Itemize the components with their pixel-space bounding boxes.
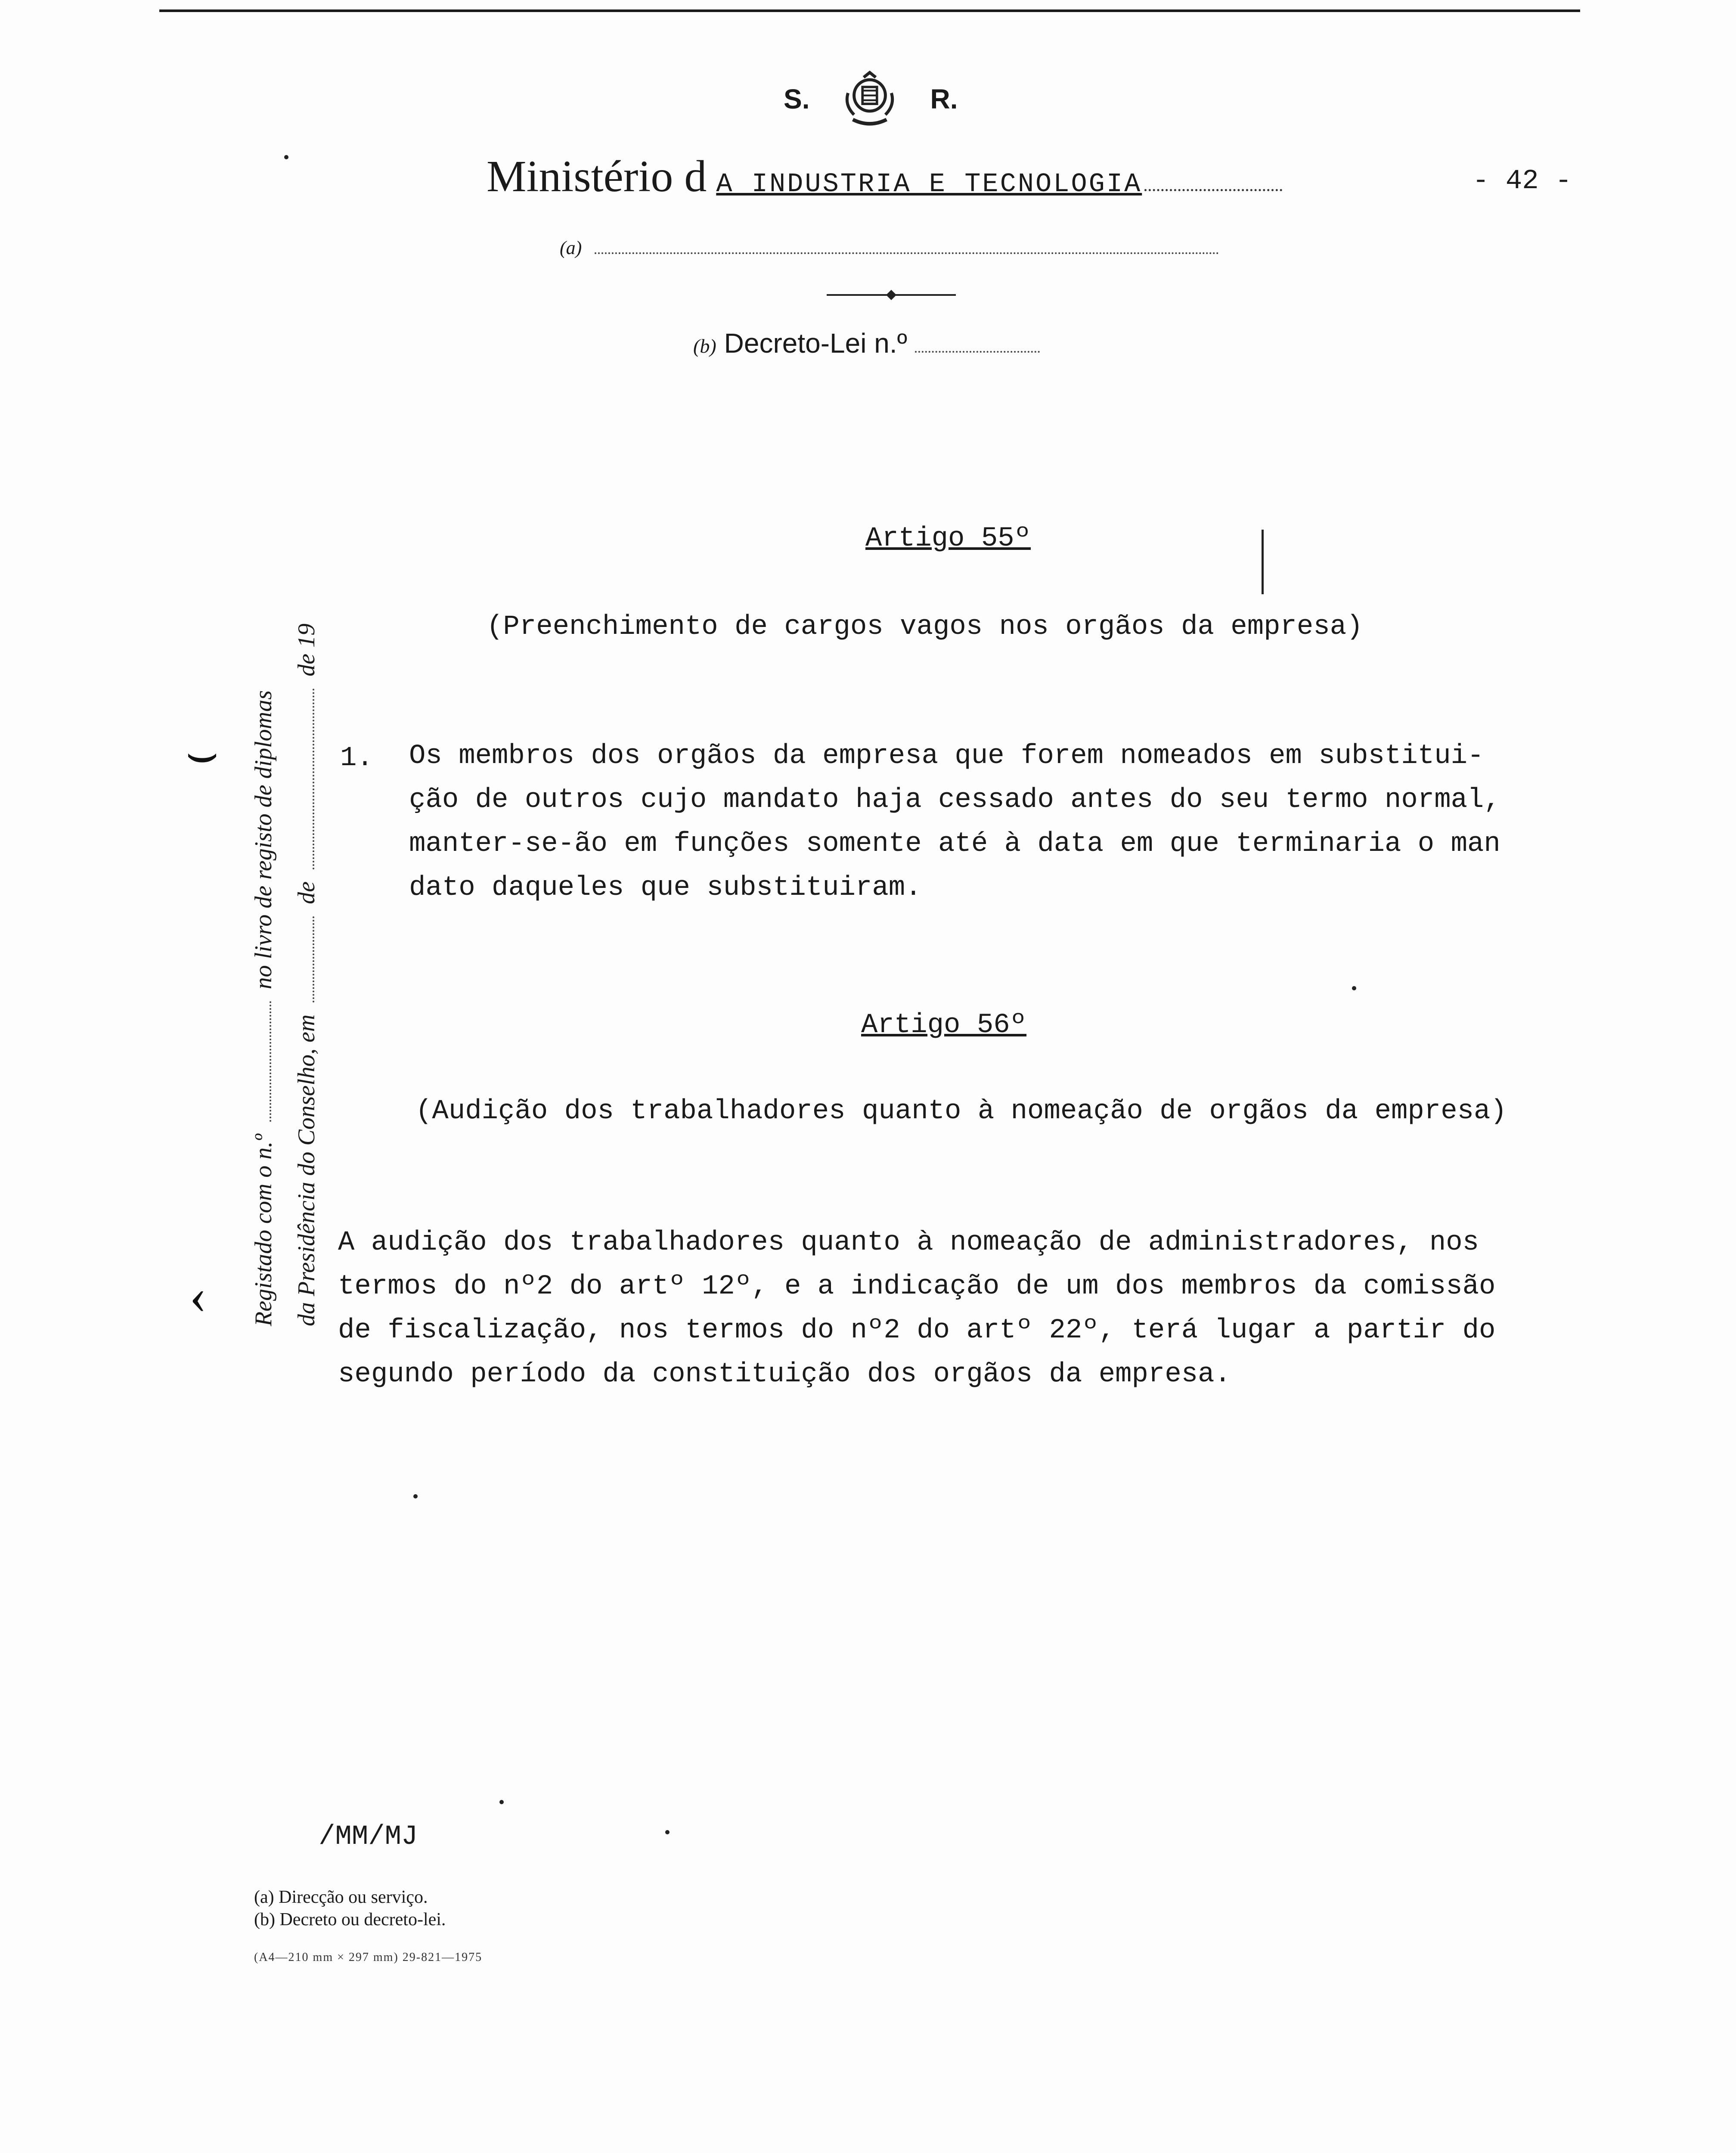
registration-note xyxy=(250,690,277,1326)
paragraph-line: A audição dos trabalhadores quanto à nomeação de administradores, nos xyxy=(338,1227,1479,1258)
article-56-paragraph xyxy=(338,1221,1495,1396)
margin-mark: ⌣ xyxy=(185,724,219,782)
margin-mark: ‹ xyxy=(189,1267,207,1324)
registration-note-part-1: Registado com o n.º xyxy=(250,1134,277,1326)
paragraph-line: segundo período da constituição dos orgãos da empresa. xyxy=(338,1359,1231,1390)
scan-speck xyxy=(413,1494,418,1498)
footnote-a: (a) Direcção ou serviço. xyxy=(254,1887,428,1907)
paragraph-line: manter-se-ão em funções somente até à data em que terminaria o man xyxy=(409,828,1500,859)
footnotes xyxy=(254,1886,446,1931)
registration-blank xyxy=(270,1001,271,1122)
service-line xyxy=(560,237,1219,259)
article-55-subtitle: (Preenchimento de cargos vagos nos orgãos da empresa) xyxy=(487,611,1363,642)
republic-header xyxy=(784,69,958,129)
decree-line-label: (b) xyxy=(693,335,716,357)
paragraph-line: ção de outros cujo mandato haja cessado antes do seu termo normal, xyxy=(409,785,1500,816)
ministry-dotted-line xyxy=(1144,189,1282,191)
service-line-label: (a) xyxy=(560,237,582,258)
page-number: - 42 - xyxy=(1472,166,1572,197)
coat-of-arms-icon xyxy=(840,69,900,129)
scan-speck xyxy=(499,1800,504,1804)
article-55-paragraph xyxy=(409,734,1500,910)
divider-ornament xyxy=(827,289,956,301)
r-label: R. xyxy=(930,84,958,115)
article-55-paragraph-number: 1. xyxy=(340,743,373,774)
s-label: S. xyxy=(784,84,810,115)
council-blank-2 xyxy=(313,689,314,869)
council-note xyxy=(293,624,320,1326)
decree-line-text: Decreto-Lei n.º xyxy=(724,328,907,359)
ministry-prefix: Ministério d xyxy=(487,152,707,201)
council-blank-1 xyxy=(313,916,314,1002)
paragraph-line: dato daqueles que substituiram. xyxy=(409,872,922,903)
scan-speck xyxy=(665,1830,670,1834)
scan-speck xyxy=(1352,986,1356,990)
paragraph-line: termos do nº2 do artº 12º, e a indicação de um dos membros da comissão xyxy=(338,1271,1496,1302)
registration-note-part-2: no livro de registo de diplomas xyxy=(250,690,277,990)
decree-line xyxy=(693,327,1040,359)
paragraph-line: de fiscalização, nos termos do nº2 do artº 22º, terá lugar a partir do xyxy=(338,1315,1496,1346)
service-dotted-line xyxy=(595,252,1219,254)
margin-rule xyxy=(1262,530,1264,594)
decree-dotted-line xyxy=(915,351,1040,353)
print-reference: (A4—210 mm × 297 mm) 29-821—1975 xyxy=(254,1951,483,1964)
ministry-line xyxy=(487,151,1282,202)
registration-margin xyxy=(245,512,332,1331)
typist-initials: /MM/MJ xyxy=(319,1821,418,1852)
council-note-part-1: da Presidência do Conselho, em xyxy=(293,1014,320,1326)
paragraph-line: Os membros dos orgãos da empresa que forem nomeados em substitui- xyxy=(409,741,1484,772)
council-note-part-3: de 19 xyxy=(293,624,320,676)
article-56-title: Artigo 56º xyxy=(861,1010,1027,1041)
article-56-subtitle: (Audição dos trabalhadores quanto à nomeação de orgãos da empresa) xyxy=(415,1096,1507,1127)
ministry-name: A INDUSTRIA E TECNOLOGIA xyxy=(716,169,1142,199)
scan-speck xyxy=(284,155,288,159)
council-note-part-2: de xyxy=(293,881,320,904)
footnote-b: (b) Decreto ou decreto-lei. xyxy=(254,1910,446,1930)
top-rule xyxy=(159,9,1580,12)
article-55-title: Artigo 55º xyxy=(865,523,1031,554)
